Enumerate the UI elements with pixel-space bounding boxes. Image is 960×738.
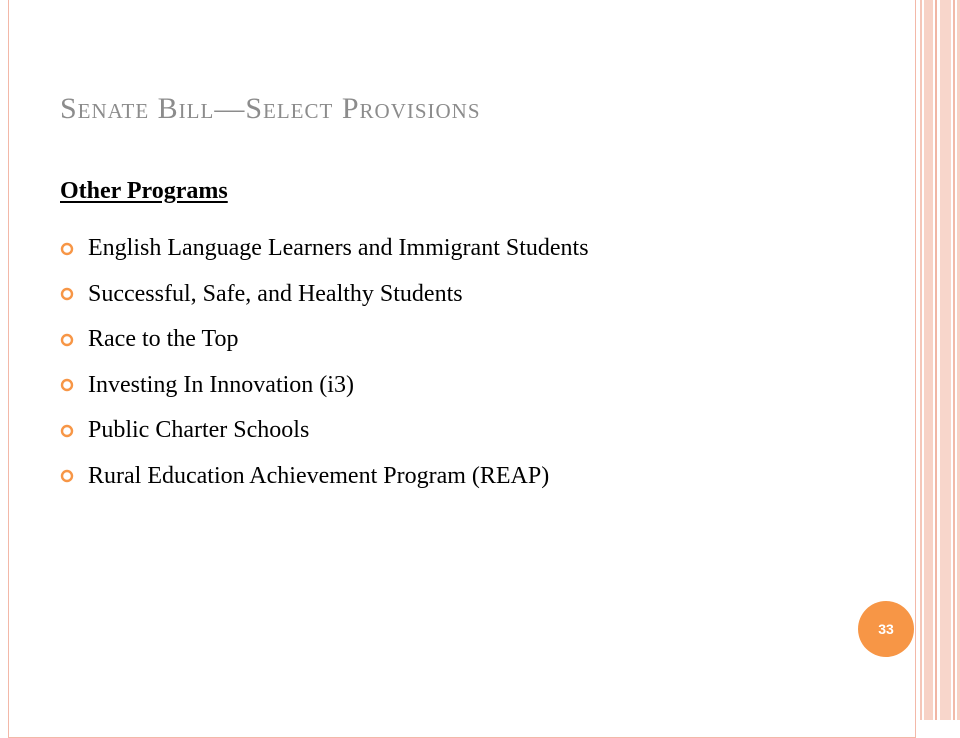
decorative-side-bars [920,0,960,720]
side-bar-stripe [924,0,933,720]
ring-bullet-icon [60,242,88,256]
side-bar-line [953,0,955,720]
side-bar-stripe [940,0,951,720]
list-item [60,454,589,500]
side-bar-line [935,0,937,720]
list-item-text: Successful, Safe, and Healthy Students [88,280,463,307]
bullet-list [60,226,589,499]
slide-title: Senate Bill—Select Provisions [60,92,481,125]
ring-bullet-icon [60,378,88,392]
ring-bullet-icon [60,287,88,301]
ring-bullet-icon [60,333,88,347]
list-item [60,317,589,363]
page-number-badge [858,601,914,657]
list-item-text: Public Charter Schools [88,417,310,444]
list-item [60,272,589,318]
list-item-text: Rural Education Achievement Program (REAP) [88,462,550,489]
section-heading: Other Programs [60,178,228,204]
ring-bullet-icon [60,469,88,483]
list-item [60,408,589,454]
list-item-text: English Language Learners and Immigrant Students [88,235,589,262]
list-item [60,363,589,409]
list-item-text: Race to the Top [88,326,239,353]
list-item-text: Investing In Innovation (i3) [88,371,354,398]
list-item [60,226,589,272]
side-bar-line [920,0,922,720]
page-number: 33 [878,621,894,637]
ring-bullet-icon [60,424,88,438]
